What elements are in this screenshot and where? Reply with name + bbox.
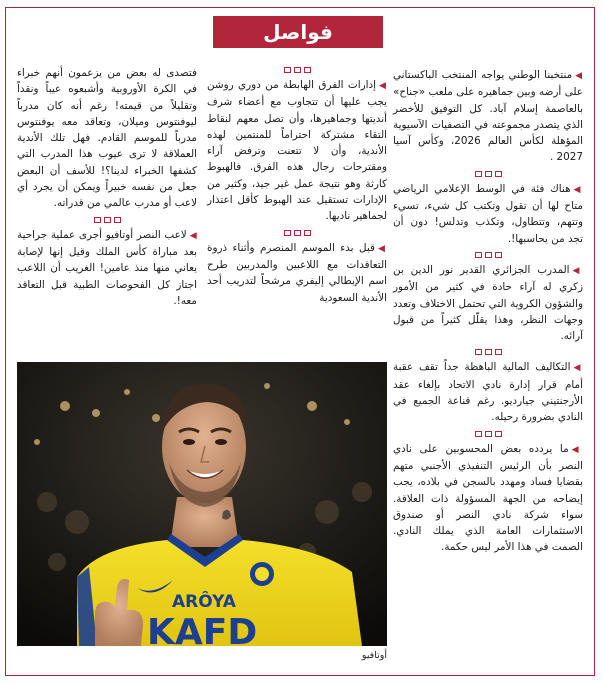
bullet-arrow-icon: ◀: [573, 184, 583, 195]
bullet-arrow-icon: ◀: [377, 243, 387, 254]
article-item: [207, 240, 387, 306]
article-item: [393, 181, 583, 247]
bullet-arrow-icon: ◀: [572, 265, 583, 276]
article-text: منتخبنا الوطني يواجه المنتخب الباكستاني على أرضه وبين جماهيره على ملعب «جناح» بالعاصمة إسلام آباد. كل التوفيق للأخضر الذي يتصدر مجموعته في التصفيات الآسيوية المؤهلة لكأس العالم 2026، وكأس آسيا 2027 .: [393, 69, 583, 164]
column-middle: [207, 65, 387, 311]
bullet-arrow-icon: ◀: [575, 71, 584, 81]
article-item: [393, 359, 583, 425]
article-item: [17, 65, 197, 212]
article-text: التكاليف المالية الباهظة جداً تقف عقبة أمام قرار إدارة نادي الاتحاد بإلغاء عقد الأرجنتيني جيارديو. رغم قناعة الجميع في النادي بضرورة رحيله.: [393, 361, 583, 424]
jersey-sponsor-text: ARÔYA: [172, 592, 236, 612]
article-text: لاعب النصر أوتافيو أجرى عملية جراحية بعد مباراة كأس الملك وقيل إنها لإصابة يعاني منها منذ عامين! الغريب أن اللاعب اجتاز كل الفحوصات الطبية قبل التعاقد معه!.: [17, 228, 197, 307]
section-title: فواصل: [213, 16, 383, 48]
photo-caption: أوتافيو: [361, 650, 387, 661]
bullet-arrow-icon: ◀: [189, 230, 197, 241]
bullet-arrow-icon: ◀: [571, 444, 583, 455]
bullet-arrow-icon: ◀: [573, 363, 583, 374]
column-left: [17, 65, 197, 314]
column-right: [393, 67, 583, 561]
article-item: [393, 262, 583, 344]
player-photo: [17, 362, 387, 646]
separator-squares: [17, 217, 197, 223]
article-text: ما يردده بعض المحسوبين على نادي النصر بأن الرئيس التنفيذي الأجنبي متهم بقضايا فساد ومهدد بالسجن في بلاده، يجب إيضاحه من الجهة المسؤولة ذات العلاقة. سواء شركة نادي النصر أو صندوق الاستثمارات العامة الذي يملك النادي. الصمت في هذا الأمر ليس حكمة.: [393, 442, 583, 554]
separator-squares: [393, 171, 583, 177]
article-item: [393, 441, 583, 556]
separator-squares: [393, 431, 583, 437]
separator-squares: [393, 252, 583, 258]
article-text: المدرب الجزائري القدير نور الدين بن زكري له آراء حادة في كثير من الأمور والشؤون الكروية التي تحتمل الاختلاف وتعدد وجهات النظر، وهذا يقلّل كثيراً من قبول آرائه.: [393, 263, 583, 343]
article-text: قبل بدء الموسم المنصرم وأثناء ذروة التعاقدات مع اللاعبين والمدربين طرح اسم الإيطالي إليفري مرشحاً لتدريب أحد الأندية السعودية: [207, 241, 387, 304]
article-item: [393, 67, 583, 166]
article-text: إدارات الفرق الهابطة من دوري روشن يجب عليها أن تتجاوب مع أعضاء شرف أنديتها وجماهيرها، وأن تصل معهم لنقاط التقاء مشتركة احتراماً للمنتمين لهذه الأندية، وأن لا تتعنت وترفض آراء ومقترحات رجال هذه الفرق. فالهبوط كارثة وهو نتيجة عمل غير جيد، وكثير من الإدارات تستقيل عند الهبوط كأقل اعتذار لجماهير ناديها.: [207, 79, 387, 223]
separator-squares: [207, 67, 387, 73]
bullet-arrow-icon: ◀: [379, 81, 387, 91]
article-text: هناك فئة في الوسط الإعلامي الرياضي متاح لها أن تقول وتكتب كل شيء، تسيء وتتهم، وتتطاول، وتكذب وتدلس! دون أن تجد من يحاسبها!.: [393, 182, 583, 245]
article-item: [17, 227, 197, 309]
article-text: فتصدى له بعض من يزعمون أنهم خبراء في الكرة الأوروبية وأشبعوه عيباً ونقداً وتقليلاً من قيمته! رغم أنه كان مدرباً ليوفنتوس وميلان، وتعاقد معه يوفنتوس مدرباً للموسم القادم. فهل تلك الأندية العملاقة لا ترى عيوب هذا المدرب التي كشفها الخبراء لدينا؟! للأسف أن البعض جعل من نفسه خبيراً ويمكن أن يجرد أي لاعب أو مدرب عالمي من قدراته.: [17, 67, 197, 210]
separator-squares: [393, 349, 583, 355]
article-item: [207, 77, 387, 225]
separator-squares: [207, 230, 387, 236]
player-photo-illustration: [17, 362, 387, 646]
jersey-sponsor-text-large: KAFD: [147, 612, 258, 646]
